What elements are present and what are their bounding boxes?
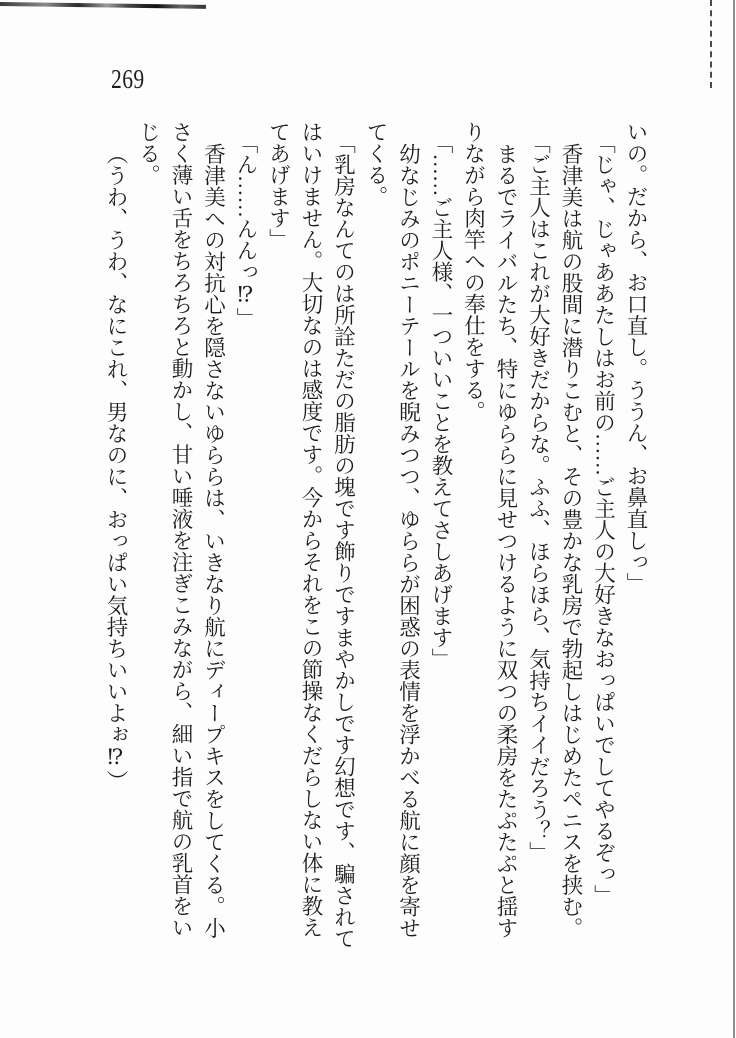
- text-line: 「じゃ、じゃああたしはお前の……ご主人の大好きなおっぱいでしてやるぞっ」: [591, 131, 616, 906]
- text-line: さく薄い舌をちろちろと動かし、甘い唾液を注ぎこみながら、細い指で航の乳首をい: [169, 121, 193, 938]
- text-line: まるでライバルたち、特にゆららに見せつけるように双つの柔房をたぷたぷと揺す: [494, 142, 518, 938]
- text-line: はいけません。大切なのは感度です。今からそれをこの節操なくだらしない体に教え: [299, 121, 323, 938]
- text-line: いの。だから、お口直し。ううん、お鼻直しっ」: [624, 121, 648, 594]
- vertical-text-block: [105, 121, 647, 966]
- text-line: てくる。: [364, 121, 388, 207]
- text-line: じる。: [136, 121, 161, 186]
- scan-edge-artifact-top: [0, 2, 206, 8]
- text-line: 幼なじみのポニーテールを睨みつつ、ゆららが困惑の表情を浮かべる航に顔を寄せ: [396, 142, 421, 938]
- page-edge-line: [733, 0, 735, 1038]
- text-line: 「乳房なんてのは所詮ただの脂肪の塊です飾りですまやかしです幻想です、騙されて: [331, 131, 356, 949]
- text-line: りながら肉竿への奉仕をする。: [461, 121, 486, 422]
- text-line: てあげます」: [266, 121, 291, 250]
- text-line: 「ん……んんっ⁉」: [234, 131, 258, 329]
- text-line: 香津美への対抗心を隠さないゆららは、いきなり航にディープキスをしてくる。小: [201, 142, 226, 938]
- text-line: 「ご主人はこれが大好きだからな。ふふ、ほらほら、気持ちイイだろう？」: [526, 131, 551, 863]
- scan-edge-artifact-right-dash: [710, 0, 712, 88]
- page-number: 269: [111, 64, 145, 94]
- text-line: 香津美は航の股間に潜りこむと、その豊かな乳房で勃起しはじめたペニスを挟む。: [559, 142, 583, 938]
- text-line: 「……ご主人様、一ついいことを教えてさしあげます」: [429, 131, 453, 670]
- text-line: （うわ、うわ、なにこれ、男なのに、おっぱい気持ちいいよぉ⁉）: [104, 142, 128, 791]
